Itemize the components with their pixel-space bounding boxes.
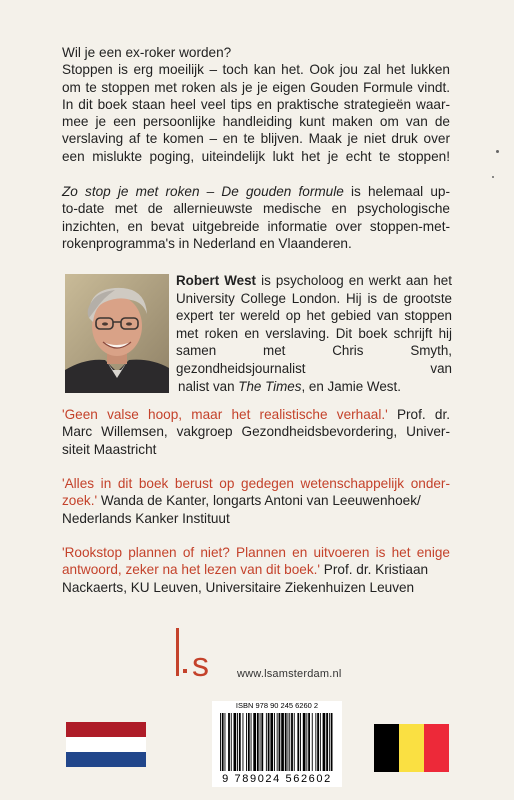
barcode-bar xyxy=(279,713,281,771)
barcode-bar xyxy=(266,713,267,771)
bio-line-last: nalist van The Times, en Jamie West. xyxy=(178,378,401,394)
quote-nackaerts xyxy=(62,544,450,596)
barcode-bar xyxy=(237,713,238,771)
quote-text: zoek.' xyxy=(62,493,98,509)
print-speck xyxy=(492,176,494,178)
about-line-1: Zo stop je met roken – De gouden formule is helemaal up- xyxy=(62,184,450,199)
intro-paragraph xyxy=(62,44,450,165)
quote-source: Prof. dr. xyxy=(387,407,450,422)
intro-line: om te stoppen met roken als je je eigen Gouden Formule vindt. xyxy=(62,79,450,95)
bio-line-1: Robert West is psycholoog en werkt aan het xyxy=(176,273,452,288)
barcode-bar xyxy=(331,713,333,771)
barcode-bar xyxy=(222,713,224,771)
intro-line: Stoppen is erg moeilijk – toch kan het. Ook jou zal het lukken xyxy=(62,62,450,78)
publisher-logo xyxy=(172,626,218,678)
about-line: to-date met de allernieuwste medische en psychologische xyxy=(62,201,450,217)
print-speck xyxy=(496,150,499,153)
barcode-bar xyxy=(291,713,293,771)
barcode-bar xyxy=(253,713,256,771)
barcode-bar xyxy=(246,713,247,771)
quote-source: siteit Maastricht xyxy=(62,441,157,457)
intro-line: verslaving af te komen – en te blijven. Maak je niet druk over xyxy=(62,131,450,147)
about-line: inzichten, en bevat uitgebreide informatie over stoppen-met- xyxy=(62,218,450,234)
barcode-bar xyxy=(285,713,287,771)
svg-text:s: s xyxy=(192,646,209,678)
book-title: Zo stop je met roken – De gouden formule xyxy=(62,184,344,199)
barcode-bar xyxy=(277,713,278,771)
barcode-bar xyxy=(234,713,237,771)
barcode-digits: 9 789024 562602 xyxy=(222,773,332,785)
author-portrait xyxy=(65,274,169,393)
isbn-number: ISBN 978 90 245 6260 2 xyxy=(235,701,319,710)
quote-source: Marc Willemsen, vakgroep Gezondheidsbevordering, Univer- xyxy=(62,424,450,440)
barcode-bar xyxy=(323,713,326,771)
barcode-bar xyxy=(231,713,232,771)
barcode-bar xyxy=(288,713,289,771)
barcode-bar xyxy=(228,713,230,771)
about-paragraph xyxy=(62,183,450,252)
barcode-bar xyxy=(294,713,295,771)
intro-line: mee je een persoonlijke handleiding kunt maken om van de xyxy=(62,114,450,130)
quote-de-kanter xyxy=(62,475,450,527)
quote-text: 'Alles in dit boek berust op gedegen wetenschappelijk onder- xyxy=(62,476,450,491)
quote-source: Nederlands Kanker Instituut xyxy=(62,510,230,526)
quote-willemsen xyxy=(62,406,450,458)
barcode-bar xyxy=(289,713,290,771)
intro-line: een mislukte poging, uiteindelijk lukt het je echt te stoppen! xyxy=(62,148,450,164)
quote-source: Prof. dr. Kristiaan xyxy=(320,562,429,578)
quote-source: Wanda de Kanter, longarts Antoni van Leeuwenhoek/ xyxy=(97,493,421,509)
bio-line: University College London. Hij is de grootste xyxy=(176,290,452,306)
barcode-bar xyxy=(281,713,284,771)
bio-line: expert ter wereld op het gebied van stoppen xyxy=(176,308,452,324)
barcode-bar xyxy=(239,713,241,771)
netherlands-flag xyxy=(66,722,146,767)
barcode-bar xyxy=(261,713,263,771)
barcode-bar xyxy=(306,713,307,771)
barcode-bar xyxy=(312,713,313,771)
bio-line: met roken en verslaving. Dit boek schrijft hij xyxy=(176,325,452,341)
belgium-flag xyxy=(374,724,449,772)
quote-text: 'Rookstop plannen of niet? Plannen en uitvoeren is het enige xyxy=(62,545,450,560)
barcode-bar xyxy=(303,713,306,771)
barcode-bar xyxy=(248,713,250,771)
quote-text: 'Geen valse hoop, maar het realistische verhaal.' xyxy=(62,407,388,422)
quote-source: Nackaerts, KU Leuven, Universitaire Ziekenhuizen Leuven xyxy=(62,579,415,595)
bio-line: samen met Chris Smyth, gezondheidsjournalist van xyxy=(176,343,452,376)
barcode-bar xyxy=(300,713,301,771)
barcode-bar xyxy=(225,713,226,771)
barcode-bar xyxy=(257,713,259,771)
barcode-bar xyxy=(270,713,273,771)
barcode-bar xyxy=(329,713,330,771)
about-line: rokenprogramma's in Nederland en Vlaanderen. xyxy=(62,235,352,251)
barcode-bar xyxy=(297,713,299,771)
barcode-bar xyxy=(326,713,328,771)
barcode-bar xyxy=(220,713,221,771)
barcode-bar xyxy=(260,713,261,771)
newspaper-title: The Times xyxy=(238,378,302,394)
intro-line: In dit boek staan heel veel tips en praktische strategieën waar- xyxy=(62,96,450,112)
barcode-bar xyxy=(251,713,252,771)
barcode-bar xyxy=(317,713,319,771)
barcode-bar xyxy=(274,713,275,771)
barcode-bar xyxy=(320,713,321,771)
intro-question: Wil je een ex-roker worden? xyxy=(62,45,232,60)
barcode-bar xyxy=(315,713,316,771)
author-bio xyxy=(176,272,452,395)
author-name: Robert West xyxy=(176,273,257,288)
quote-text: antwoord, zeker na het lezen van dit boek.' xyxy=(62,562,321,578)
isbn-barcode xyxy=(212,701,342,787)
barcode-bar xyxy=(243,713,244,771)
barcode-bar xyxy=(308,713,310,771)
publisher-url[interactable]: www.lsamsterdam.nl xyxy=(237,668,342,680)
barcode-bar xyxy=(268,713,270,771)
